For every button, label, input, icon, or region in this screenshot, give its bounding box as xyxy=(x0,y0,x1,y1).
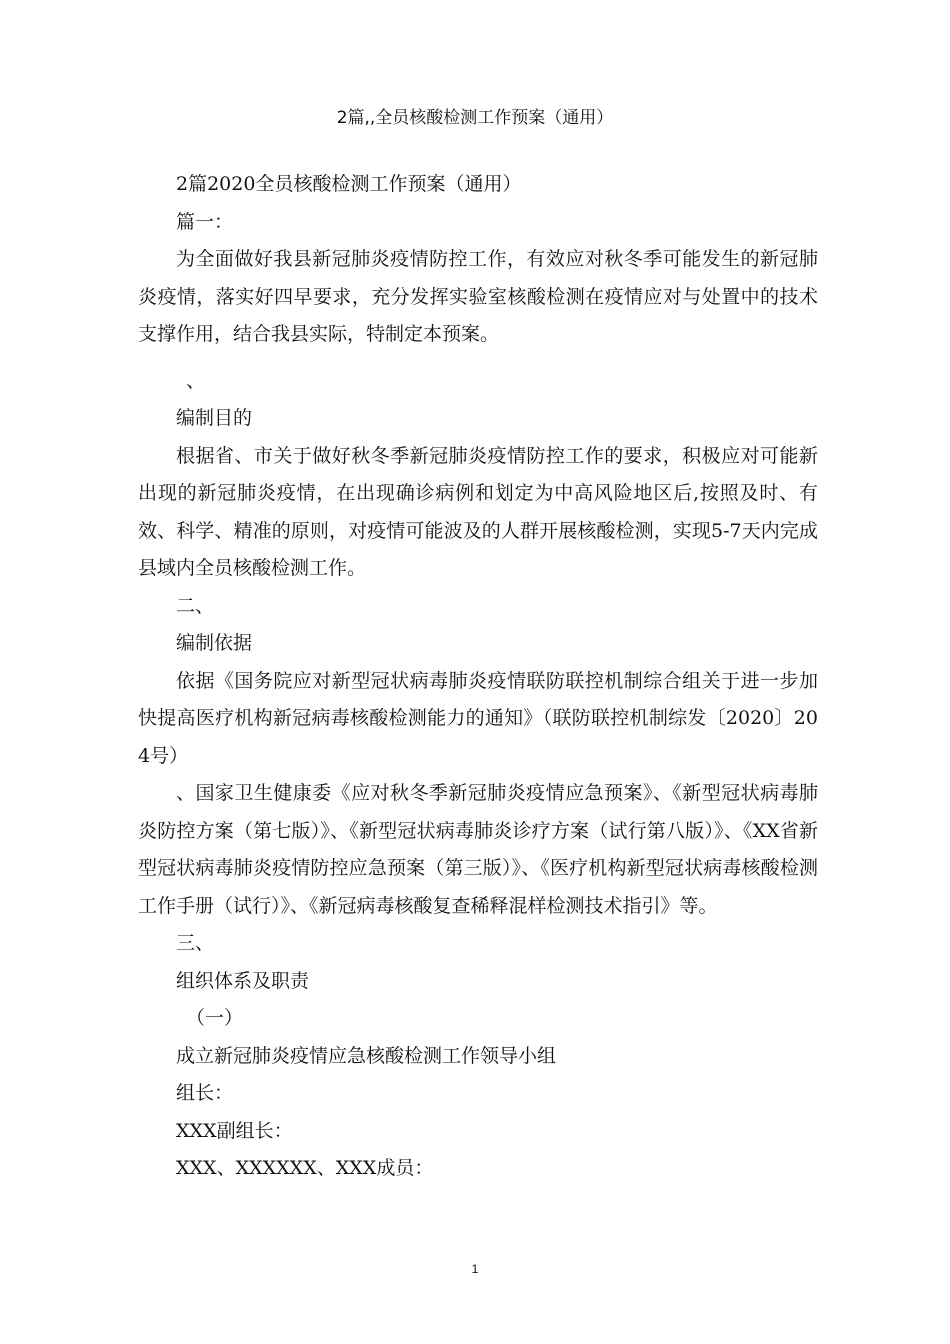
deputy-leader-line: XXX副组长： xyxy=(176,1119,293,1142)
basis-continued-paragraph: 、国家卫生健康委《应对秋冬季新冠肺炎疫情应急预案》、《新型冠状病毒肺炎防控方案（第七版）》、《新型冠状病毒肺炎诊疗方案（试行第八版）》、《XX省新型冠状病毒肺炎疫情防控应急预案（第三版）》、《医疗机构新型冠状病毒核酸检测工作手册（试行）》、《新冠病毒核酸复查稀释混样检测技术指引》等。 xyxy=(138,782,818,917)
section-number-three: 三、 xyxy=(176,932,215,954)
document-body xyxy=(138,166,818,1188)
section-number-two: 二、 xyxy=(176,594,215,617)
section-heading-basis: 编制依据 xyxy=(176,632,253,654)
subtitle-paragraph: 2篇2020全员核酸检测工作预案（通用） xyxy=(176,173,522,195)
page-number: 1 xyxy=(471,1262,479,1276)
subsection-heading-leadership: 成立新冠肺炎疫情应急核酸检测工作领导小组 xyxy=(176,1044,557,1067)
basis-paragraph: 依据《国务院应对新型冠状病毒肺炎疫情联防联控机制综合组关于进一步加快提高医疗机构新冠病毒核酸检测能力的通知》（联防联控机制综发〔2020〕204号） xyxy=(138,669,818,767)
section-label-part-one: 篇一： xyxy=(176,210,234,233)
section-number-one: 、 xyxy=(186,369,206,392)
subsection-number-one: （一） xyxy=(186,1007,244,1029)
purpose-paragraph: 根据省、市关于做好秋冬季新冠肺炎疫情防控工作的要求，积极应对可能新出现的新冠肺炎疫情，在出现确诊病例和划定为中高风险地区后,按照及时、有效、科学、精准的原则，对疫情可能波及的人群开展核酸检测，实现5-7天内完成县域内全员核酸检测工作。 xyxy=(138,444,818,579)
members-line: XXX、XXXXXX、XXX成员： xyxy=(176,1157,434,1179)
intro-paragraph: 为全面做好我县新冠肺炎疫情防控工作，有效应对秋冬季可能发生的新冠肺炎疫情，落实好四早要求，充分发挥实验室核酸检测在疫情应对与处置中的技术支撑作用，结合我县实际，特制定本预案。 xyxy=(138,248,818,345)
document-title: 2篇,,全员核酸检测工作预案（通用） xyxy=(336,108,614,128)
section-heading-organization: 组织体系及职责 xyxy=(176,969,310,992)
group-leader-line: 组长： xyxy=(176,1082,234,1104)
section-heading-purpose: 编制目的 xyxy=(176,407,253,429)
